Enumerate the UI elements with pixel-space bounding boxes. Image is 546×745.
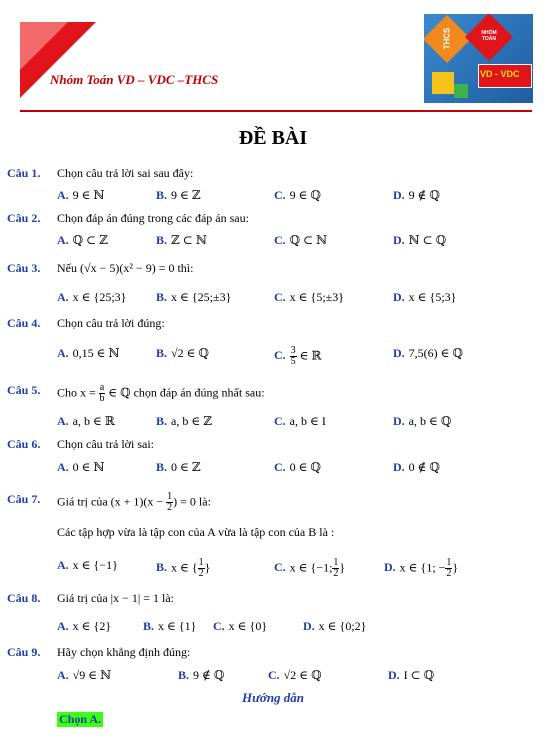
question-number: Câu 1. <box>7 166 41 180</box>
answer-option-d: D. 9 ∉ ℚ <box>393 188 441 202</box>
answer-option-c: C. $\frac{3}{5}$ ∈ ℝ <box>274 345 322 367</box>
answer-option-d: D. x ∈ {5;3} <box>393 290 457 304</box>
answer-option-d: D. 7,5(6) ∈ ℚ <box>393 346 463 360</box>
fraction: $\frac{1}{2}$ <box>167 491 173 513</box>
answer-option-c: C. x ∈ {0} <box>213 619 268 633</box>
answer-option-c: C. x ∈ {−1; $\frac{1}{2}$ } <box>274 557 346 579</box>
question-text: Chọn đáp án đúng trong các đáp án sau: <box>57 211 249 225</box>
fraction: $\frac{1}{2}$ <box>198 557 204 579</box>
answer-option-c: C. 9 ∈ ℚ <box>274 188 322 202</box>
answer-option-a: A. 0,15 ∈ ℕ <box>57 346 120 360</box>
answer-option-a: A. 9 ∈ ℕ <box>57 188 105 202</box>
answer-option-d: D. x ∈ {0;2} <box>303 619 367 633</box>
answer-option-b: B. a, b ∈ ℤ <box>156 414 212 428</box>
answer-option-d: D. x ∈ {1; − $\frac{1}{2}$ } <box>384 557 459 579</box>
answer-option-b: B. 0 ∈ ℤ <box>156 460 201 474</box>
question-number: Câu 6. <box>7 437 41 451</box>
answer-option-b: B. √2 ∈ ℚ <box>156 346 209 360</box>
logo-vd-vdc: VD - VDC <box>480 69 520 79</box>
answer-option-b: B. x ∈ {25;±3} <box>156 290 232 304</box>
answer-option-a: A. ℚ ⊂ ℤ <box>57 233 108 247</box>
header-pink-triangle <box>20 22 68 70</box>
question-number: Câu 9. <box>7 645 41 659</box>
question-text: Giá trị của (x + 1)(x − $\frac{1}{2}$ ) = 0 là: <box>57 491 211 513</box>
question-text: Hãy chọn khẳng định đúng: <box>57 645 191 659</box>
question-text: Cho x = $\frac{a}{b}$ ∈ ℚ chọn đáp án đúng nhất sau: <box>57 382 265 404</box>
answer-option-b: B. x ∈ {1} <box>143 619 197 633</box>
question-number: Câu 3. <box>7 261 41 275</box>
question-text: Chọn câu trả lời sai: <box>57 437 154 451</box>
question-text: Giá trị của |x − 1| = 1 là: <box>57 591 174 605</box>
fraction: $\frac{3}{5}$ <box>290 345 296 367</box>
group-logo <box>424 14 533 103</box>
question-number: Câu 4. <box>7 316 41 330</box>
question-number: Câu 5. <box>7 383 41 397</box>
question-number: Câu 2. <box>7 211 41 225</box>
fraction: $\frac{1}{2}$ <box>446 557 452 579</box>
question-number: Câu 7. <box>7 492 41 506</box>
answer-highlight: Chọn A. <box>59 712 102 726</box>
answer-option-a: A. 0 ∈ ℕ <box>57 460 105 474</box>
answer-option-c: C. √2 ∈ ℚ <box>268 668 322 682</box>
answer-option-a: A. a, b ∈ ℝ <box>57 414 115 428</box>
answer-option-b: B. ℤ ⊂ ℕ <box>156 233 207 247</box>
answer-option-b: B. 9 ∉ ℚ <box>178 668 225 682</box>
answer-option-c: C. ℚ ⊂ ℕ <box>274 233 328 247</box>
answer-option-a: A. x ∈ {2} <box>57 619 112 633</box>
answer-option-c: C. 0 ∈ ℚ <box>274 460 322 474</box>
logo-nhom-toan: NHÓM TOÁN <box>481 30 497 42</box>
answer-option-a: A. √9 ∈ ℕ <box>57 668 112 682</box>
question-number: Câu 8. <box>7 591 41 605</box>
answer-option-d: D. 0 ∉ ℚ <box>393 460 441 474</box>
fraction: $\frac{1}{2}$ <box>333 557 339 579</box>
question-subtext: Các tập hợp vừa là tập con của A vừa là tập con của B là : <box>57 525 335 539</box>
answer-option-d: D. a, b ∈ ℚ <box>393 414 452 428</box>
question-text: Chọn câu trả lời đúng: <box>57 316 165 330</box>
group-name: Nhóm Toán VD – VDC –THCS <box>50 72 219 87</box>
answer-option-a: A. x ∈ {25;3} <box>57 290 127 304</box>
answer-option-b: B. x ∈ { $\frac{1}{2}$ } <box>156 557 211 579</box>
fraction: $\frac{a}{b}$ <box>99 382 105 404</box>
answer-option-c: C. a, b ∈ I <box>274 414 326 428</box>
guide-heading: Hướng dẫn <box>241 690 305 705</box>
answer-option-d: D. I ⊂ ℚ <box>388 668 435 682</box>
question-text: Chọn câu trả lời sai sau đây: <box>57 166 194 180</box>
answer-option-a: A. x ∈ {−1} <box>57 558 118 572</box>
header-divider <box>20 110 532 112</box>
question-text: Nếu (√x − 5)(x² − 9) = 0 thì: <box>57 261 194 275</box>
page-title: ĐỀ BÀI <box>238 127 308 149</box>
logo-thcs: THCS <box>442 27 452 50</box>
answer-option-c: C. x ∈ {5;±3} <box>274 290 344 304</box>
answer-option-d: D. ℕ ⊂ ℚ <box>393 233 447 247</box>
answer-option-b: B. 9 ∈ ℤ <box>156 188 201 202</box>
